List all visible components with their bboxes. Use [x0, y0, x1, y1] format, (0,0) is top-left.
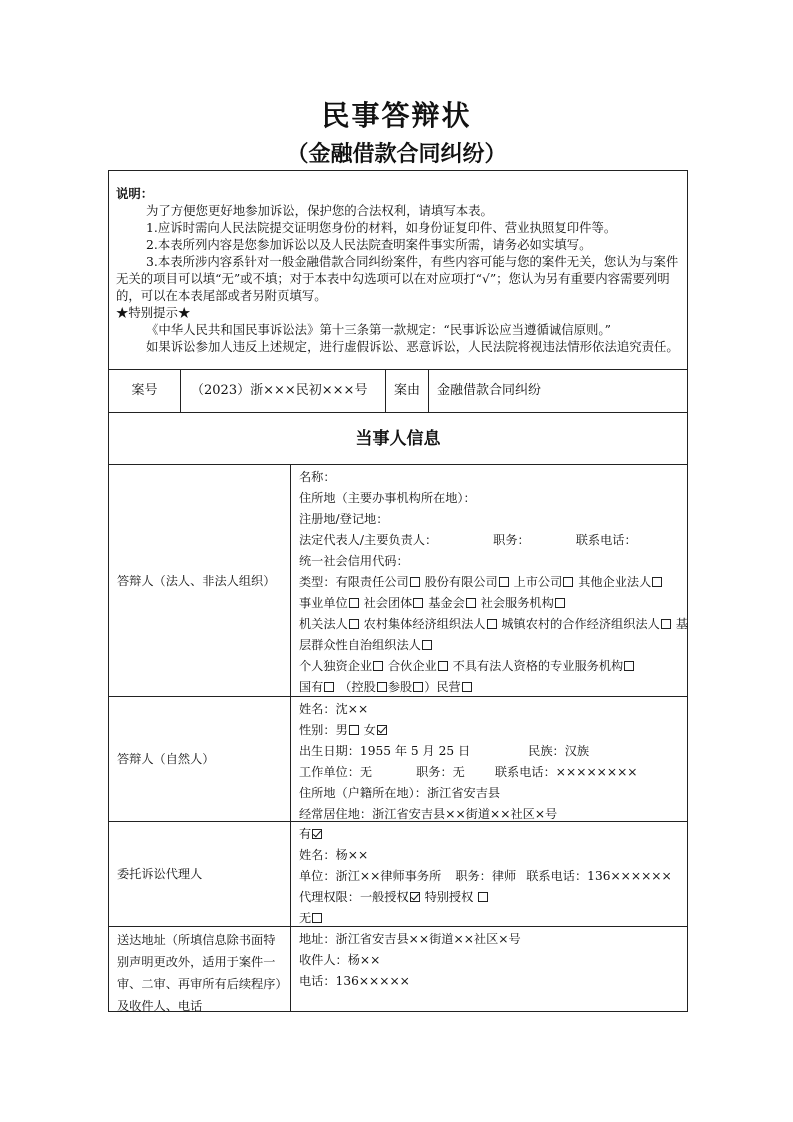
org-type-line-1 — [299, 572, 683, 593]
document-title: 民事答辩状 — [321, 99, 472, 132]
type-label: 社会团体 — [363, 596, 413, 610]
respondent-organization-fields — [299, 467, 688, 698]
org-type-line-6 — [299, 677, 683, 698]
agent-name-field: 姓名：杨×× — [299, 848, 369, 862]
person-position-field: 职务：无 — [416, 765, 465, 779]
instructions-block — [109, 171, 687, 370]
type-checkbox[interactable] — [661, 619, 671, 629]
org-type-line-5 — [299, 656, 683, 677]
org-credit-code-field: 统一社会信用代码： — [299, 554, 409, 568]
type-checkbox[interactable] — [555, 598, 565, 608]
type-checkbox[interactable] — [410, 577, 420, 587]
agent-yes-checkbox[interactable] — [312, 829, 322, 839]
service-phone-field: 电话：136××××× — [299, 974, 410, 988]
gender-prefix: 性别： — [299, 723, 336, 737]
agent-yes-label: 有 — [299, 827, 312, 841]
org-type-prefix: 类型： — [299, 575, 336, 589]
org-position-field: 职务： — [493, 533, 530, 547]
type-checkbox[interactable] — [563, 577, 573, 587]
type-label: 有限责任公司 — [335, 575, 409, 589]
gender-male-label: 男 — [335, 723, 348, 737]
person-habitual-residence-field: 经常居住地：浙江省安吉县××街道××社区×号 — [299, 807, 558, 821]
respondent-person-fields — [299, 699, 683, 825]
section-heading-party-info: 当事人信息 — [109, 413, 687, 465]
type-checkbox[interactable] — [373, 661, 383, 671]
person-birth-line — [299, 741, 683, 762]
agent-employer-field: 单位：浙江××律师事务所 — [299, 869, 442, 883]
type-label: ）民营 — [424, 680, 461, 694]
person-phone-field: 联系电话：×××××××× — [494, 765, 638, 779]
litigation-agent-row — [109, 822, 687, 927]
service-address-row — [109, 927, 687, 1011]
person-gender-line — [299, 720, 683, 741]
case-cause-label: 案由 — [386, 370, 429, 412]
litigation-agent-label: 委托诉讼代理人 — [109, 822, 291, 926]
service-address-field: 地址：浙江省安吉县××街道××社区×号 — [299, 932, 521, 946]
type-label: 国有 — [299, 680, 324, 694]
type-label: 合伙企业 — [388, 659, 437, 673]
authority-special-label: 特别授权 — [424, 890, 474, 904]
type-label: 基 — [675, 617, 688, 631]
org-registry-field: 注册地/登记地： — [299, 512, 389, 526]
type-label: 其他企业法人 — [578, 575, 652, 589]
type-checkbox[interactable] — [487, 619, 497, 629]
litigation-agent-fields — [299, 824, 683, 929]
respondent-organization-row — [109, 465, 687, 697]
person-name-field: 姓名：沈×× — [299, 702, 369, 716]
type-checkbox[interactable] — [349, 619, 359, 629]
instruction-line: 1.应诉时需向人民法院提交证明您身份的材料，如身份证复印件、营业执照复印件等。 — [146, 220, 617, 235]
authority-general-label: 一般授权 — [359, 890, 409, 904]
person-residence-field: 住所地（户籍所在地）：浙江省安吉县 — [299, 786, 501, 800]
type-label: 农村集体经济组织法人 — [363, 617, 486, 631]
case-cause-value: 金融借款合同纠纷 — [437, 383, 542, 398]
person-employer-line — [299, 762, 683, 783]
service-recipient-field: 收件人：杨×× — [299, 953, 381, 967]
case-number-value: （2023）浙×××民初×××号 — [181, 370, 386, 412]
org-phone-field: 联系电话： — [575, 533, 637, 547]
type-label: 社会服务机构 — [480, 596, 554, 610]
type-label: 参股 — [387, 680, 413, 694]
org-legal-rep-field: 法定代表人/主要负责人： — [299, 533, 438, 547]
type-label: 层群众性自治组织法人 — [299, 638, 421, 652]
type-checkbox[interactable] — [499, 577, 509, 587]
service-address-fields — [299, 929, 683, 992]
type-label: 城镇农村的合作经济组织法人 — [501, 617, 660, 631]
type-checkbox[interactable] — [324, 682, 334, 692]
respondent-organization-label: 答辩人（法人、非法人组织） — [109, 465, 291, 696]
org-type-line-2 — [299, 593, 683, 614]
agent-no-checkbox[interactable] — [312, 913, 322, 923]
respondent-person-row — [109, 697, 687, 822]
gender-female-label: 女 — [363, 723, 376, 737]
type-label: 事业单位 — [299, 596, 348, 610]
authority-general-checkbox[interactable] — [410, 892, 420, 902]
agent-authority-line — [299, 887, 683, 908]
agent-employer-line — [299, 866, 683, 887]
type-checkbox[interactable] — [652, 577, 662, 587]
instruction-line: 2.本表所列内容是您参加诉讼以及人民法院查明案件事实所需，请务必如实填写。 — [146, 237, 592, 252]
case-number-label: 案号 — [109, 370, 181, 412]
document-subtitle: （金融借款合同纠纷） — [286, 142, 507, 167]
form-table — [108, 170, 688, 1012]
special-notice-line: 如果诉讼参加人违反上述规定，进行虚假诉讼、恶意诉讼，人民法院将视违法情形依法追究责任。 — [146, 339, 679, 354]
type-label: 股份有限公司 — [424, 575, 498, 589]
type-label: 上市公司 — [513, 575, 563, 589]
person-employer-field: 工作单位：无 — [299, 765, 373, 779]
type-label: 机关法人 — [299, 617, 348, 631]
instructions-heading: 说明： — [116, 186, 154, 201]
type-checkbox[interactable] — [466, 598, 476, 608]
agent-authority-prefix: 代理权限： — [299, 890, 360, 904]
person-birth-field: 出生日期：1955 年 5 月 25 日 — [299, 744, 471, 758]
type-label: 个人独资企业 — [299, 659, 373, 673]
agent-no-label: 无 — [299, 911, 312, 925]
gender-female-checkbox[interactable] — [377, 725, 387, 735]
case-info-row — [109, 370, 687, 413]
org-type-line-4 — [299, 635, 683, 656]
service-address-label: 送达地址（所填信息除书面特别声明更改外，适用于案件一审、二审、再审所有后续程序）及收件人、电话 — [109, 927, 291, 1011]
org-address-field: 住所地（主要办事机构所在地）： — [299, 491, 476, 505]
type-checkbox[interactable] — [413, 598, 423, 608]
authority-special-checkbox[interactable] — [478, 892, 488, 902]
type-checkbox[interactable] — [349, 598, 359, 608]
type-checkbox[interactable] — [377, 682, 387, 692]
org-legal-rep-line — [299, 530, 683, 551]
type-checkbox[interactable] — [438, 661, 448, 671]
type-checkbox[interactable] — [624, 661, 634, 671]
type-label: 不具有法人资格的专业服务机构 — [452, 659, 624, 673]
type-checkbox[interactable] — [413, 682, 423, 692]
instruction-line: 为了方便您更好地参加诉讼，保护您的合法权利，请填写本表。 — [146, 203, 493, 218]
instruction-line: 3.本表所涉内容系针对一般金融借款合同纠纷案件，有些内容可能与您的案件无关，您认为与案件无关的项目可以填“无”或不填；对于本表中勾选项可以在对应项打“√”；您认为另有重要内容需要列明的，可以在本表尾部或者另附页填写。 — [116, 254, 679, 303]
org-type-line-3 — [299, 614, 688, 635]
special-notice-heading: ★特别提示★ — [116, 305, 191, 320]
agent-no-line — [299, 908, 683, 929]
agent-position-field: 职务：律师 — [455, 869, 517, 883]
person-ethnicity-field: 民族：汉族 — [528, 744, 590, 758]
type-checkbox[interactable] — [422, 640, 432, 650]
agent-yes-line — [299, 824, 683, 845]
special-notice-line: 《中华人民共和国民事诉讼法》第十三条第一款规定：“民事诉讼应当遵循诚信原则。” — [146, 322, 611, 337]
type-label: 基金会 — [428, 596, 465, 610]
agent-phone-field: 联系电话：136×××××× — [526, 869, 672, 883]
respondent-person-label: 答辩人（自然人） — [109, 697, 291, 821]
gender-male-checkbox[interactable] — [349, 725, 359, 735]
type-checkbox[interactable] — [462, 682, 472, 692]
type-label: （控股 — [339, 680, 376, 694]
org-name-field: 名称： — [299, 470, 336, 484]
